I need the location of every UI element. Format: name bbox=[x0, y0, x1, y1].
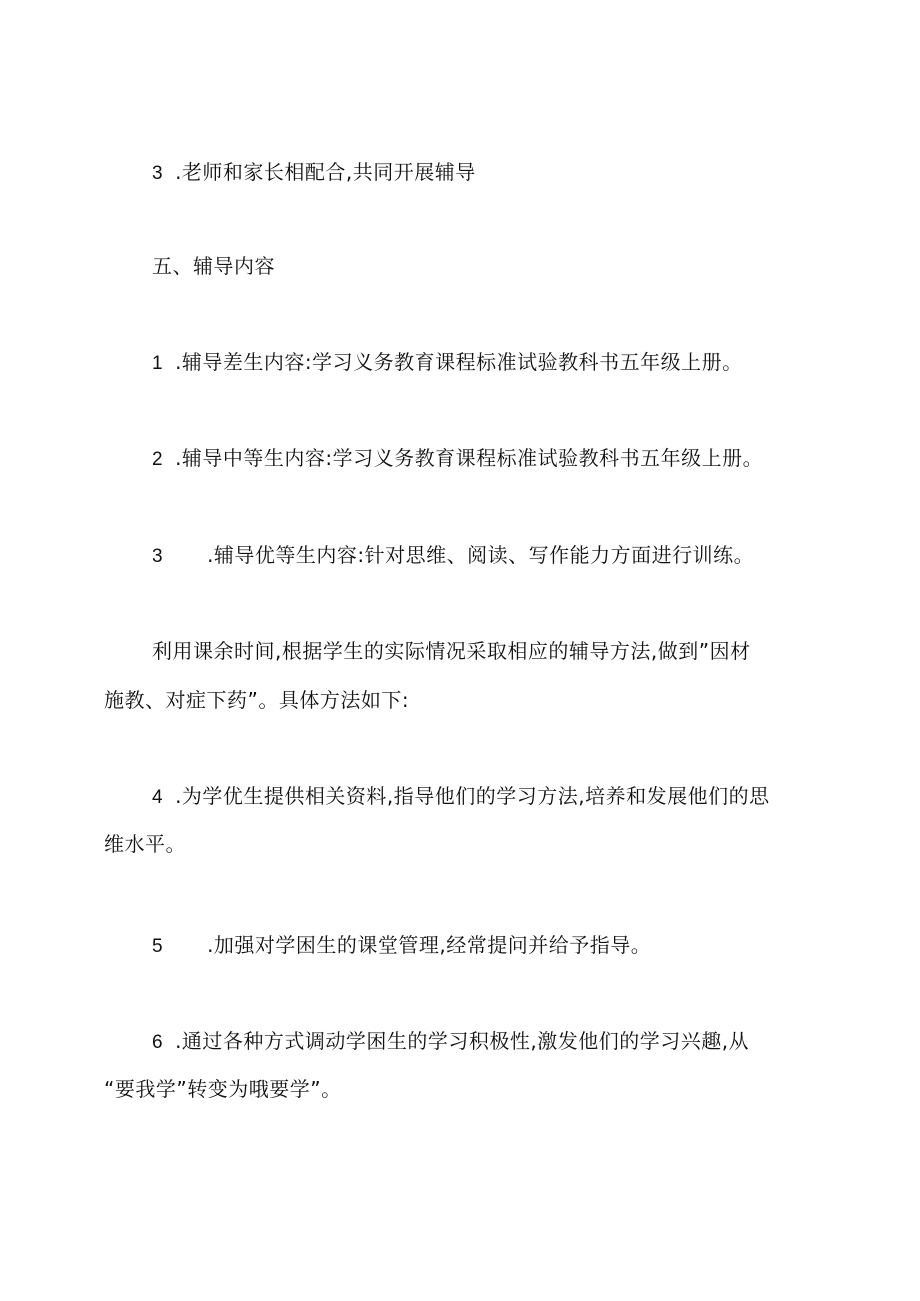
item-text: .通过各种方式调动学困生的学习积极性,激发他们的学习兴趣,从 bbox=[175, 1029, 750, 1053]
item-text: .辅导中等生内容:学习义务教育课程标准试验教科书五年级上册。 bbox=[175, 446, 764, 470]
item-text: .老师和家长相配合,共同开展辅导 bbox=[175, 160, 476, 184]
item-number: 1 bbox=[152, 353, 164, 374]
list-item-1-weak-students bbox=[152, 350, 743, 376]
item-number: 2 bbox=[152, 449, 164, 470]
item-number: 3 bbox=[152, 546, 164, 567]
paragraph-line-2: 施教、对症下药”。具体方法如下: bbox=[104, 688, 410, 712]
list-item-6-line-2: “要我学”转变为哦要学”。 bbox=[104, 1077, 342, 1101]
list-item-3-top-students bbox=[152, 543, 754, 569]
list-item-4-line-2: 维水平。 bbox=[104, 832, 186, 856]
list-item-4-line-1 bbox=[152, 784, 770, 810]
item-text: .为学优生提供相关资料,指导他们的学习方法,培养和发展他们的思 bbox=[175, 784, 770, 808]
item-text: .辅导差生内容:学习义务教育课程标准试验教科书五年级上册。 bbox=[175, 350, 743, 374]
list-item-5-classroom-management bbox=[152, 933, 651, 959]
section-heading-tutoring-content: 五、辅导内容 bbox=[152, 254, 275, 278]
item-text: .辅导优等生内容:针对思维、阅读、写作能力方面进行训练。 bbox=[207, 543, 755, 567]
item-number: 4 bbox=[152, 787, 164, 808]
item-number: 3 bbox=[152, 163, 164, 184]
item-text: .加强对学困生的课堂管理,经常提问并给予指导。 bbox=[207, 933, 652, 957]
item-number: 6 bbox=[152, 1032, 164, 1053]
list-item-3-cooperation bbox=[152, 160, 476, 186]
list-item-6-line-1 bbox=[152, 1029, 749, 1055]
list-item-2-average-students bbox=[152, 446, 763, 472]
paragraph-line-1: 利用课余时间,根据学生的实际情况采取相应的辅导方法,做到”因材 bbox=[152, 639, 751, 663]
item-number: 5 bbox=[152, 936, 164, 957]
